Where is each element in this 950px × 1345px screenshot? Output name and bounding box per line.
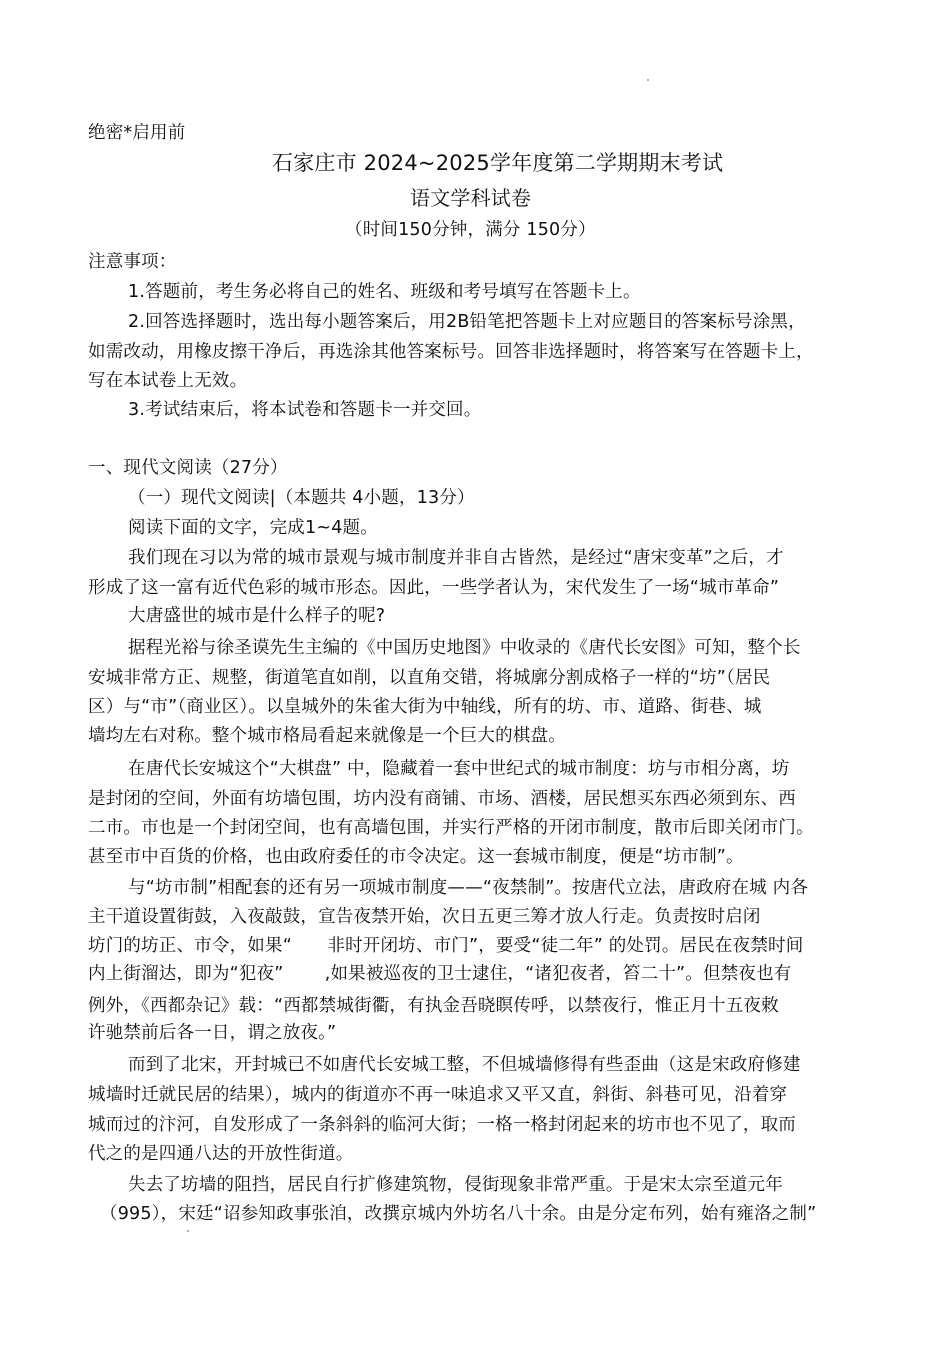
passage-line: 例外，《西都杂记》载：“西都禁城街衢，有执金吾晓瞑传呼，以禁夜行，惟正月十五夜敕 [88,996,779,1016]
instruction: 阅读下面的文字，完成1~4题。 [128,518,378,538]
note-item-3: 3.考试结束后，将本试卷和答题卡一并交回。 [128,400,482,420]
passage-line: 我们现在习以为常的城市景观与城市制度并非自古皆然，是经过“唐宋变革”之后，才 [128,548,784,568]
passage-line: （995），宋廷“诏参知政事张洎，改撰京城内外坊名八十余。由是分定布列，始有雍洛之制” [100,1204,817,1224]
passage-line: 二市。市也是一个封闭空间，也有高墙包围，并实行严格的开闭市制度，散市后即关闭市门。 [88,818,814,838]
passage-line: 安城非常方正、规整，街道笔直如削，以直角交错，将城廓分割成格子一样的“坊”（居民 [88,668,771,688]
page-title: 石家庄市 2024~2025学年度第二学期期末考试 [272,151,724,175]
passage-line: 城墙时迁就民居的结果），城内的街道亦不再一味追求又平又直，斜街、斜巷可见，沿着穿 [88,1085,788,1105]
passage-line: 内上街溜达，即为“犯夜” ,如果被巡夜的卫士逮住，“诸犯夜者，笞二十”。但禁夜也有 [88,964,792,984]
passage-line: 坊门的坊正、市令，如果“ 非时开闭坊、市门”，要受“徒二年” 的处罚。居民在夜禁时间 [88,936,804,956]
scan-speck [187,1230,189,1232]
passage-line: 墙均左右对称。整个城市格局看起来就像是一个巨大的棋盘。 [88,726,566,746]
passage-line: 区）与“市”（商业区）。以皇城外的朱雀大街为中轴线，所有的坊、市、道路、街巷、城 [88,697,762,717]
passage-line: 形成了这一富有近代色彩的城市形态。因此，一些学者认为，宋代发生了一场“城市革命” [88,578,780,598]
subject-title: 语文学科试卷 [410,186,532,210]
time-info: （时间150分钟，满分 150分） [345,220,596,240]
note-item-2-line-2: 如需改动，用橡皮擦干净后，再选涂其他答案标号。回答非选择题时，将答案写在答题卡上， [88,342,814,362]
confidential-label: 绝密*启用前 [88,123,186,143]
passage-line: 主干道设置街鼓，入夜敲鼓，宣告夜禁开始，次日五更三筹才放人行走。负责按时启闭 [88,907,761,927]
passage-line: 与“坊市制”相配套的还有另一项城市制度——“夜禁制”。按唐代立法，唐政府在城 内各 [128,878,809,898]
passage-line: 大唐盛世的城市是什么样子的呢? [128,606,386,626]
passage-line: 代之的是四通八达的开放性街道。 [88,1144,354,1164]
section-heading: 一、现代文阅读（27分） [88,458,288,478]
passage-line: 城而过的汴河，自发形成了一条斜斜的临河大街；一格一格封闭起来的坊市也不见了，取而 [88,1115,796,1135]
subsection-heading: （一）现代文阅读|（本题共 4小题，13分） [128,488,475,508]
passage-line: 是封闭的空间，外面有坊墙包围，坊内没有商铺、市场、酒楼，居民想买东西必须到东、西 [88,789,796,809]
passage-line: 许驰禁前后各一日，谓之放夜。” [88,1023,337,1043]
passage-line: 而到了北宋，开封城已不如唐代长安城工整，不但城墙修得有些歪曲（这是宋政府修建 [128,1055,801,1075]
scan-speck [647,79,649,81]
passage-line: 在唐代长安城这个“大棋盘” 中，隐藏着一套中世纪式的城市制度：坊与市相分离，坊 [128,759,790,779]
notes-heading: 注意事项： [88,252,177,272]
note-item-1: 1.答题前，考生务必将自己的姓名、班级和考号填写在答题卡上。 [128,282,641,302]
note-item-2-line-3: 写在本试卷上无效。 [88,371,248,391]
note-item-2-line-1: 2.回答选择题时，选出每小题答案后，用2B铅笔把答题卡上对应题目的答案标号涂黑， [128,312,806,332]
passage-line: 据程光裕与徐圣谟先生主编的《中国历史地图》中收录的《唐代长安图》可知，整个长 [128,638,801,658]
passage-line: 失去了坊墙的阻挡，居民自行扩修建筑物，侵街现象非常严重。于是宋太宗至道元年 [128,1175,783,1195]
passage-line: 甚至市中百货的价格，也由政府委任的市令决定。这一套城市制度，便是“坊市制”。 [88,847,744,867]
